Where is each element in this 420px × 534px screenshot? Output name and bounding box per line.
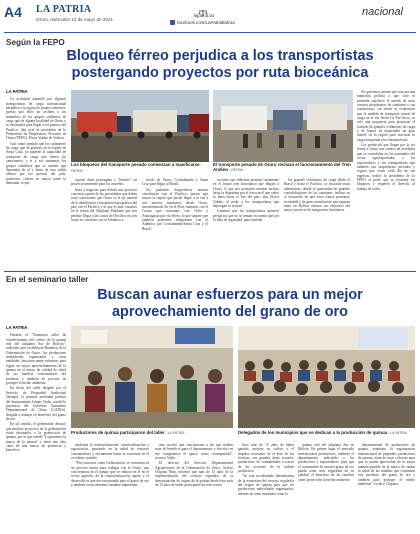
article1-headline-line1: Bloqueo férreo perjudica a los transportistas: [66, 48, 374, 64]
article1-paragraph: La actividad asumida por algunos transportistas de carga internacional perjudica a la región de propios intereses, puesto que ellos no reciben a los miembros de los grupos solidarios de carga que de alguna localidad de Oruro y se declarados para llegar a los puertos del Pacífico, dijo ayer la presidenta de la Federación de Empresarios Privados de Oruro (FEPO), Elvira Valdez de Velasco.: [6, 97, 66, 141]
article1-photo-trucks: [71, 90, 209, 162]
article2-paragraph: "Se está socializando lineamientos de la normativa del concejo regulador del origen de quinua para que los productores individuales organizados, además de otras entidades como la: [238, 474, 294, 496]
article1-caption-2-bold: El transporte pesado de Oruro rechaza el: [213, 162, 299, 167]
masthead-date: Oruro, miércoles 12 de mayo de 2021: [36, 17, 114, 22]
article1-paragraph: Citó como ejemplo que los volúmenes de carga que se generan en la región de Santa Cruz, ya superan la capacidad de transporte de carga que tienen los camioneros, y si a eso sumamos los grupos solidarios que se sienten que dependen de el y hasta de una salida alterna por los puertos del país, poderosos cobren en mayor parte la demanda, lo que: [6, 141, 66, 185]
article2-photo-municipal-delegates: [238, 326, 415, 428]
article1-column-6: [357, 90, 415, 268]
article2-byline: LA PATRIA: [6, 326, 28, 330]
page-number: A4: [4, 4, 22, 20]
article2-paragraph: En dicho del taller dirigido por el Servicio de Propiedad Intelectual (Senapi), la primera autoridad política del departamento Johnny Vedia, resaltó la presencia del Gobierno Autónomo Departamental de Oruro (GADOr), dirigida a trabajar en beneficio del grano de oro.: [6, 386, 66, 421]
article2-caption-2: [238, 430, 415, 436]
article1-headline-line2: postergando proyectos por ruta bioceánica: [71, 64, 369, 81]
article2-column-5: [298, 443, 354, 529]
facebook-link[interactable]: facebook.com/LaPatriaBolivia: [177, 20, 235, 25]
article1-paragraph: supone dejar postergado y "tenedor" un proyecto tremendo para los orureños.: [71, 178, 137, 187]
article1-caption-2-credit: / PATRIA: [229, 168, 243, 173]
article2-caption-2-bold: Delegados de los municipios que se dedican a la producción de: [238, 430, 372, 435]
article2-caption-1: [71, 430, 233, 436]
article2-paragraph: Durante el "Seminario taller de fortalecimiento del cultivo de la quinua real del altiplano Sur de Bolivia", realizado ayer en Salón de Banderas de la Gobernación de Oruro, los productores individuales organizados y otras entidades, buscaron aunar esfuerzos para lograr un mejor aprovechamiento de la quinua en el marco de calidad de salud de las familias consumidoras del producto y también en procura de proteger el medio ambiente.: [6, 333, 66, 386]
article1-photo-protest: [213, 90, 353, 162]
article1-column-5: [284, 178, 350, 268]
article2-headline-line2: aprovechamiento del grano de oro: [112, 303, 348, 320]
article1-column-2: [71, 178, 137, 268]
article1-byline: LA PATRIA: [6, 90, 28, 94]
page-header: [0, 0, 420, 34]
article2-headline: [70, 287, 390, 320]
article1-paragraph: través de Oruro, Cochabamba y Santa Cruz para llegar al Brasil.: [142, 178, 208, 187]
article1-caption-2-bold2: funcionamiento del Tren Andino: [213, 162, 351, 173]
article2-headline-line1: Buscan aunar esfuerzos para un mejor: [97, 287, 363, 303]
article1-paragraph: Los productos que llegan por la vía férrea a Oruro son cientos de toneladas que se consolidan en las terminales del sector agroexportador, a los exportadores y los transportistas que también son empresarios privados y seguro que viven cada día de sus ingresos, indicó la presidenta de la FEPO al pedir que se levanten los bloqueos y respeten el derecho al trabajo de todos.: [357, 143, 415, 191]
facebook-icon: [170, 20, 175, 25]
section-label: nacional: [362, 6, 403, 18]
article2-column-6: [358, 443, 415, 529]
website-link[interactable]: lapatria.bo: [193, 13, 215, 18]
article1-paragraph: acciones que deberían permitir seriamente en el futuro tren bioceánico que llegará a Oruro, lo que nos permitirá avanzar incluso hasta la Argentina por el ferrocarril que cubre la línea hacia el Sur del país, dijo Elvira Valdez, al pedir a los transportistas que depongan su actitud.: [213, 178, 279, 209]
article1-caption-1-bold: Los bloqueos del transporte pesado comienzan a: [71, 162, 175, 167]
article1-column-3: [142, 178, 208, 268]
article2-caption-1-credit: / LA PATRIA: [165, 431, 185, 435]
article2-photo-quinoa-producers: [71, 326, 233, 428]
article2-paragraph: mediante la industrialización, comercialización y exportación, pensando en la salud de nuestros consumidores y obviamente tratar la economía en el occidente orureño.: [71, 443, 149, 461]
article2-caption-2-credit: / LA PATRIA: [388, 431, 407, 435]
article2-paragraph: quinua real del altiplano Sur de Bolivia. En primer lugar el mercado internacional productores, también el departamento, indicando a los productores y exportadores, para que el consumidor de nuestro grano de oro pueda tener más seguridad de su calidad, el beneficio de las familias como protección al medio ambiente.: [298, 443, 354, 482]
article2-caption-2-bold2: quinua: [372, 430, 388, 435]
article1-column-4: [213, 178, 279, 268]
article1-caption-1: [71, 162, 209, 174]
article2-paragraph: En tal sentido, el gobernador destacó que muchos proyectos de la gobernación están destinados a la producción de quinua, por lo que señaló "Lograremos la marca de la quinua" y tener una idea clara de una marca de presencia y beneficio: [6, 422, 66, 453]
article2-kicker: En el seminario taller: [6, 275, 89, 284]
article2-column-1: [6, 326, 66, 528]
article1-paragraph: No queremos pensar que esta sea una maniobra política o que solo se pretenda satisfacer el interés de unos cuantos propietarios de camiones y sus conductores, sin medir su evaluación que la medida de transporte inicial de carga en la vía férrea La Paz-Arica, es solo una propuesta para proyectar el traslado de grandes volúmenes de carga y de bienes ha despertado un gran interés en la región para reactivar la carga asegurada a los transportistas.: [357, 90, 415, 142]
article-divider: [4, 271, 416, 272]
article2-column-2: [71, 443, 149, 529]
article2-paragraph: hace más de 15 años de haber ganado, mejorar su cultivo y el impulso necesario en el área de las técnicas, sus grandes áreas sociales, productivas de comunidades a través de las acciones de la cadena productiva.: [238, 443, 294, 474]
article2-caption-1-bold: Productores de quinua participaron del taller: [71, 430, 165, 435]
article2-column-4: [238, 443, 294, 529]
article2-paragraph: sino recalcó que conclusiones a las que arriben sean de beneficio para el departamento y efectivo en ese compromiso el apoyo como contrapartida", sostuvo Vedia.: [155, 443, 233, 461]
scale-icon: [198, 4, 208, 12]
article1-paragraph: los grandes volúmenes de carga desde el Brasil y hasta el Pacífico, se buscarán rutas alternativas, donde se generarían las grandes consolidaciones de los camiones, incluso en el desarrollo de una zona franca portuaria, sostenible y de gran contribución que esperan tener en Bolivia alcance sus objetivos del mayor proyecto de integración bioceánica.: [284, 178, 350, 213]
article2-paragraph: departamental de productores de quinua, asimismo la organización internacional de pequeños productores de quinua, tiene de estar volverán para que se pueda aprovechar de la mejor manera posible en el marco de cuidar la salud de las familias que consumen este producto del grano de oro y también para proteger el medio ambiente", recalcó Chipana.: [358, 443, 415, 487]
article2-paragraph: El director del Servicio Departamental Agropecuario de la Gobernación de Oruro, Severo Chipana Niña, informó que más de 15 años de la implementación del concejo regulador de la denominación de origen de la quinua desde hace más de 15 años de haber participado en este evento: [155, 461, 233, 488]
article1-paragraph: Lamentó que los transportistas generen perjuicios que no se toman en cuenta que por la falta de seguridad, para traslado: [213, 209, 279, 223]
article2-paragraph: "Pero nosotros como Gobernación, se comienza en un proceso nuevo para trabajar con la Oruro, que concretamos en el trabajo que se elabora en él en el sector agrícola, de la comercialización, aporte y el desarrollo es que nos encomendó para el grano de oro y también en un elemento bastante importante,: [71, 461, 149, 488]
article1-caption-1-bold2: masificarse: [175, 162, 200, 167]
header-rule: [4, 32, 416, 33]
article2-column-3: [155, 443, 233, 529]
article1-column-1: [6, 90, 66, 268]
article1-caption-1-credit: / PATRIA: [71, 163, 202, 174]
article1-paragraph: No podemos desperdiciar nuestra vinculación con el Pacífico, puesto que somos la región que puede llegar a la vez a tres puertos marítimos desde Oruro, incrementando Ilo en el Perú, mientras con el Cuarto que contamos con Chile y Antofagasta por vía férrea, lo que supone que también podremos integrarnos con el Atlántico por Cochabamba-Santa Cruz y el Brasil.: [142, 187, 208, 231]
article1-paragraph: Instó a negociar para definir una posición concreta a partir de las autoridades que deben estar conscientes que Oruro es el eje natural de la distribución e integración geográfica del país con el Pacífico y lo que es más, estamos en el centro del Altiplano Marítimo que nos permite llegar a las costas del Pacífico en seis horas en conexión con el Atlántico a: [71, 187, 137, 223]
article1-kicker: Según la FEPO: [6, 38, 65, 47]
article1-caption-2: [213, 162, 353, 173]
article1-headline: [40, 48, 400, 81]
masthead-brand: LA PATRIA: [36, 4, 92, 15]
